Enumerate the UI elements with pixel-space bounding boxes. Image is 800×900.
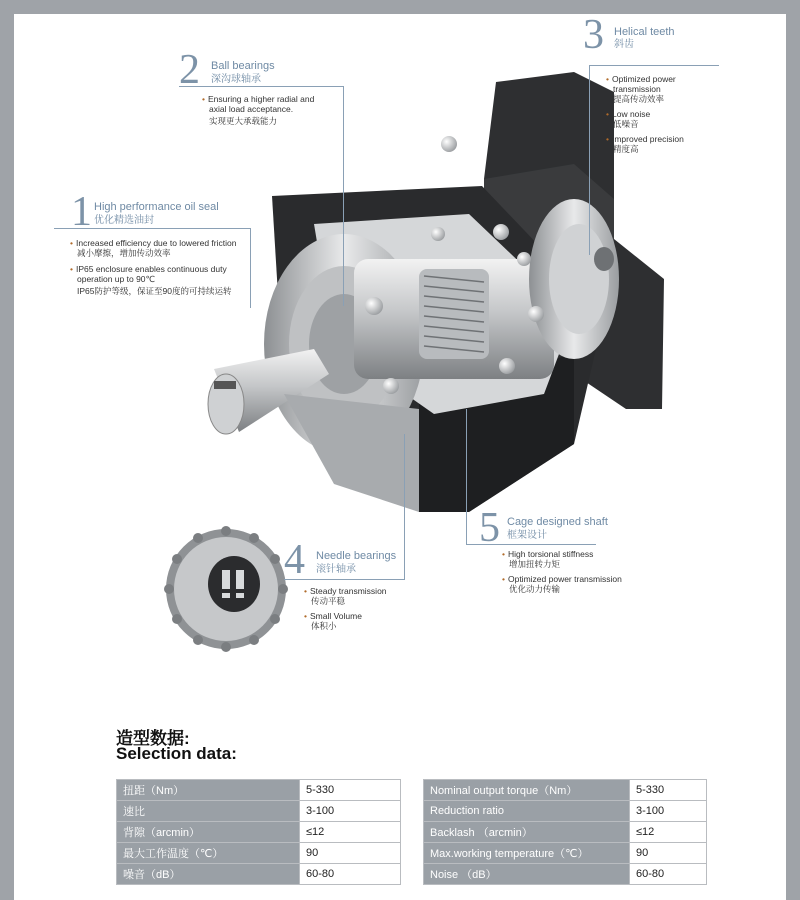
bullet-text: • Low noise — [606, 109, 651, 119]
callout-1-number: 1 — [71, 189, 92, 235]
spec-key: 背隙（arcmin） — [117, 822, 300, 843]
spec-value: ≤12 — [300, 822, 401, 843]
callout-1-title-cn: 优化精选油封 — [94, 215, 154, 226]
bullet-text: 减小摩擦，增加传动效率 — [77, 248, 171, 258]
spec-value: 3-100 — [300, 801, 401, 822]
spec-value: 3-100 — [630, 801, 707, 822]
table-row — [117, 801, 401, 822]
spec-value: 5-330 — [300, 780, 401, 801]
callout-2-number: 2 — [179, 47, 200, 93]
spec-value: 90 — [630, 843, 707, 864]
bullet-text: transmission — [613, 84, 661, 94]
table-row — [117, 780, 401, 801]
product-sheet — [14, 14, 786, 900]
spec-key: Reduction ratio — [424, 801, 630, 822]
callout-3-bullets — [606, 74, 684, 154]
table-row — [117, 822, 401, 843]
callout-5-title: Cage designed shaft — [507, 516, 608, 528]
callout-2-title-cn: 深沟球轴承 — [211, 74, 261, 85]
callout-line — [589, 65, 719, 66]
callout-line — [466, 409, 467, 544]
bullet-text: • Optimized power — [606, 74, 676, 84]
spec-value: 90 — [300, 843, 401, 864]
callout-5-number: 5 — [479, 505, 500, 551]
bullet-text: 精度高 — [613, 144, 639, 154]
callout-4-number: 4 — [284, 537, 305, 583]
bullet-text: • Ensuring a higher radial and — [202, 94, 315, 104]
bullet-text: 体积小 — [311, 621, 337, 631]
selection-title-cn: 造型数据: — [116, 729, 190, 748]
callout-2-title: Ball bearings — [211, 60, 275, 72]
spec-value: 60-80 — [300, 864, 401, 885]
bullet-text: • IP65 enclosure enables continuous duty — [70, 264, 227, 274]
callout-line — [404, 434, 405, 579]
callout-5-title-cn: 框架设计 — [507, 530, 547, 541]
bullet-text: 低噪音 — [613, 119, 639, 129]
callout-5-bullets — [502, 549, 622, 594]
spec-table-en — [423, 779, 707, 885]
spec-key: Nominal output torque（Nm） — [424, 780, 630, 801]
spec-key: Noise （dB） — [424, 864, 630, 885]
callout-1-title: High performance oil seal — [94, 201, 219, 213]
table-row — [117, 864, 401, 885]
table-row — [424, 843, 707, 864]
bullet-text: axial load acceptance. — [209, 104, 294, 114]
table-row — [424, 780, 707, 801]
callout-line — [179, 86, 343, 87]
callout-4-title: Needle bearings — [316, 550, 397, 562]
callout-3-title-cn: 斜齿 — [614, 39, 634, 50]
spec-key: 最大工作温度（℃） — [117, 843, 300, 864]
bullet-text: • High torsional stiffness — [502, 549, 594, 559]
spec-key: Max.working temperature（℃） — [424, 843, 630, 864]
bullet-text: • Steady transmission — [304, 586, 387, 596]
callout-1-bullets — [70, 238, 236, 296]
bullet-text: IP65防护等级，保证至90度的可持续运转 — [77, 286, 232, 296]
bullet-text: 传动平稳 — [311, 596, 346, 606]
spec-value: ≤12 — [630, 822, 707, 843]
table-row — [117, 843, 401, 864]
spec-value: 60-80 — [630, 864, 707, 885]
callout-line — [250, 228, 251, 308]
spec-key: 扭距（Nm） — [117, 780, 300, 801]
spec-value: 5-330 — [630, 780, 707, 801]
callout-2-bullets — [202, 94, 314, 126]
bullet-text: 提高传动效率 — [613, 94, 665, 104]
callout-3-number: 3 — [583, 14, 604, 58]
table-row — [424, 801, 707, 822]
bullet-text: 增加扭转力矩 — [509, 559, 561, 569]
bullet-text: operation up to 90℃ — [77, 274, 156, 284]
table-row — [424, 864, 707, 885]
bullet-text: • Optimized power transmission — [502, 574, 622, 584]
callout-4-bullets — [304, 586, 387, 631]
bullet-text: • Improved precision — [606, 134, 684, 144]
callout-line — [343, 86, 344, 306]
spec-table-cn — [116, 779, 401, 885]
callout-line — [589, 65, 590, 255]
bullet-text: • Increased efficiency due to lowered friction — [70, 238, 237, 248]
callout-3-title: Helical teeth — [614, 26, 675, 38]
spec-key: 噪音（dB） — [117, 864, 300, 885]
spec-key: Backlash （arcmin） — [424, 822, 630, 843]
spec-key: 速比 — [117, 801, 300, 822]
bullet-text: • Small Volume — [304, 611, 362, 621]
bullet-text: 实现更大承载能力 — [209, 116, 278, 126]
selection-title-en: Selection data: — [116, 744, 237, 763]
bullet-text: 优化动力传输 — [509, 584, 561, 594]
callout-4-title-cn: 滚针轴承 — [316, 564, 356, 575]
table-row — [424, 822, 707, 843]
